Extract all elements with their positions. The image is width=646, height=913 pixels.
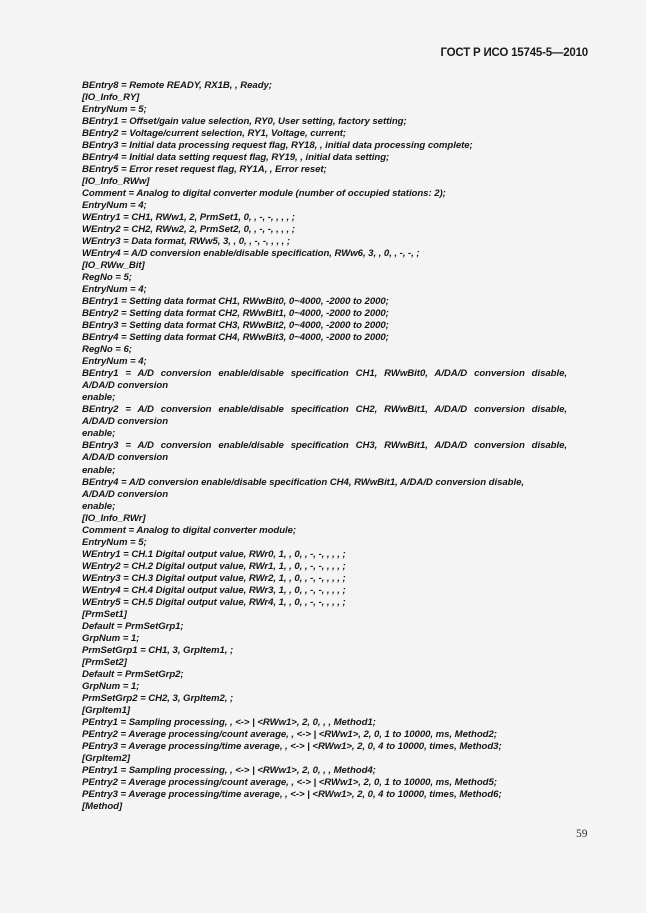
listing-line: WEntry3 = Data format, RWw5, 3, , 0, , -, -, , , , ; (82, 236, 291, 248)
listing-line: [IO_RWw_Bit] (82, 260, 145, 272)
listing-line: A/DA/D conversion (82, 416, 169, 428)
listing-line: PrmSetGrp1 = CH1, 3, GrpItem1, ; (82, 644, 234, 656)
listing-line: WEntry1 = CH.1 Digital output value, RWr0, 1, , 0, , -, -, , , , ; (82, 548, 346, 560)
listing-line: WEntry5 = CH.5 Digital output value, RWr4, 1, , 0, , -, -, , , , ; (82, 596, 346, 608)
listing-line: A/DA/D conversion (82, 488, 169, 500)
listing-line: BEntry2 = Setting data format CH2, RWwBit1, 0~4000, -2000 to 2000; (82, 308, 389, 320)
document-header-standard-code: ГОСТ Р ИСО 15745-5—2010 (440, 47, 588, 59)
listing-line: EntryNum = 4; (82, 284, 147, 296)
listing-line: Comment = Analog to digital converter module (number of occupied stations: 2); (82, 188, 446, 200)
listing-line: BEntry5 = Error reset request flag, RY1A, , Error reset; (82, 164, 327, 176)
listing-line: PEntry2 = Average processing/count average, , <-> | <RWw1>, 2, 0, 1 to 10000, ms, Method2; (82, 728, 497, 740)
listing-line: PEntry1 = Sampling processing, , <-> | <RWw1>, 2, 0, , , Method4; (82, 764, 376, 776)
listing-line: RegNo = 5; (82, 272, 132, 284)
listing-line: A/DA/D conversion (82, 452, 169, 464)
listing-line: RegNo = 6; (82, 344, 132, 356)
listing-line: BEntry1 = Setting data format CH1, RWwBit0, 0~4000, -2000 to 2000; (82, 296, 389, 308)
listing-line: BEntry3 = A/D conversion enable/disable specification CH3, RWwBit1, A/DA/D conversion disable, (82, 440, 567, 452)
listing-line: PEntry3 = Average processing/time average, , <-> | <RWw1>, 2, 0, 4 to 10000, times, Method6; (82, 788, 502, 800)
listing-line: PEntry2 = Average processing/count average, , <-> | <RWw1>, 2, 0, 1 to 10000, ms, Method5; (82, 776, 497, 788)
listing-line: [GrpItem1] (82, 704, 131, 716)
listing-line: [IO_Info_RWw] (82, 176, 150, 188)
listing-line: [GrpItem2] (82, 752, 131, 764)
listing-line: [PrmSet2] (82, 656, 127, 668)
listing-line: Default = PrmSetGrp2; (82, 668, 184, 680)
listing-line: BEntry3 = Initial data processing request flag, RY18, , initial data processing complete; (82, 140, 473, 152)
listing-line: WEntry4 = CH.4 Digital output value, RWr3, 1, , 0, , -, -, , , , ; (82, 584, 346, 596)
page-number: 59 (576, 828, 588, 840)
listing-line: BEntry4 = Setting data format CH4, RWwBit3, 0~4000, -2000 to 2000; (82, 332, 389, 344)
listing-line: BEntry2 = Voltage/current selection, RY1, Voltage, current; (82, 128, 347, 140)
listing-line: GrpNum = 1; (82, 632, 140, 644)
listing-line: WEntry1 = CH1, RWw1, 2, PrmSet1, 0, , -, -, , , , ; (82, 212, 295, 224)
listing-line: WEntry3 = CH.3 Digital output value, RWr2, 1, , 0, , -, -, , , , ; (82, 572, 346, 584)
listing-line: BEntry4 = Initial data setting request flag, RY19, , initial data setting; (82, 152, 390, 164)
listing-line: A/DA/D conversion (82, 380, 169, 392)
listing-line: BEntry3 = Setting data format CH3, RWwBit2, 0~4000, -2000 to 2000; (82, 320, 389, 332)
listing-line: BEntry4 = A/D conversion enable/disable specification CH4, RWwBit1, A/DA/D conversion disable, (82, 476, 524, 488)
listing-line: enable; (82, 464, 116, 476)
listing-line: BEntry2 = A/D conversion enable/disable specification CH2, RWwBit1, A/DA/D conversion disable, (82, 404, 567, 416)
listing-line: EntryNum = 4; (82, 356, 147, 368)
listing-line: [IO_Info_RY] (82, 92, 140, 104)
listing-line: PrmSetGrp2 = CH2, 3, GrpItem2, ; (82, 692, 234, 704)
listing-line: Default = PrmSetGrp1; (82, 620, 184, 632)
listing-line: WEntry2 = CH.2 Digital output value, RWr1, 1, , 0, , -, -, , , , ; (82, 560, 346, 572)
listing-line: [IO_Info_RWr] (82, 512, 146, 524)
listing-line: enable; (82, 392, 116, 404)
config-listing (82, 80, 567, 813)
listing-line: WEntry4 = A/D conversion enable/disable specification, RWw6, 3, , 0, , -, -, ; (82, 248, 420, 260)
listing-line: EntryNum = 5; (82, 536, 147, 548)
listing-line: PEntry1 = Sampling processing, , <-> | <RWw1>, 2, 0, , , Method1; (82, 716, 376, 728)
listing-line: PEntry3 = Average processing/time average, , <-> | <RWw1>, 2, 0, 4 to 10000, times, Method3; (82, 740, 502, 752)
listing-line: EntryNum = 5; (82, 104, 147, 116)
listing-line: Comment = Analog to digital converter module; (82, 524, 297, 536)
listing-line: enable; (82, 500, 116, 512)
listing-line: BEntry8 = Remote READY, RX1B, , Ready; (82, 80, 272, 91)
listing-line: GrpNum = 1; (82, 680, 140, 692)
listing-line: EntryNum = 4; (82, 200, 147, 212)
listing-line: [Method] (82, 800, 123, 812)
listing-line: enable; (82, 428, 116, 440)
listing-line: WEntry2 = CH2, RWw2, 2, PrmSet2, 0, , -, -, , , , ; (82, 224, 295, 236)
listing-line: [PrmSet1] (82, 608, 127, 620)
listing-line: BEntry1 = A/D conversion enable/disable specification CH1, RWwBit0, A/DA/D conversion disable, (82, 368, 567, 380)
listing-line: BEntry1 = Offset/gain value selection, RY0, User setting, factory setting; (82, 116, 407, 128)
